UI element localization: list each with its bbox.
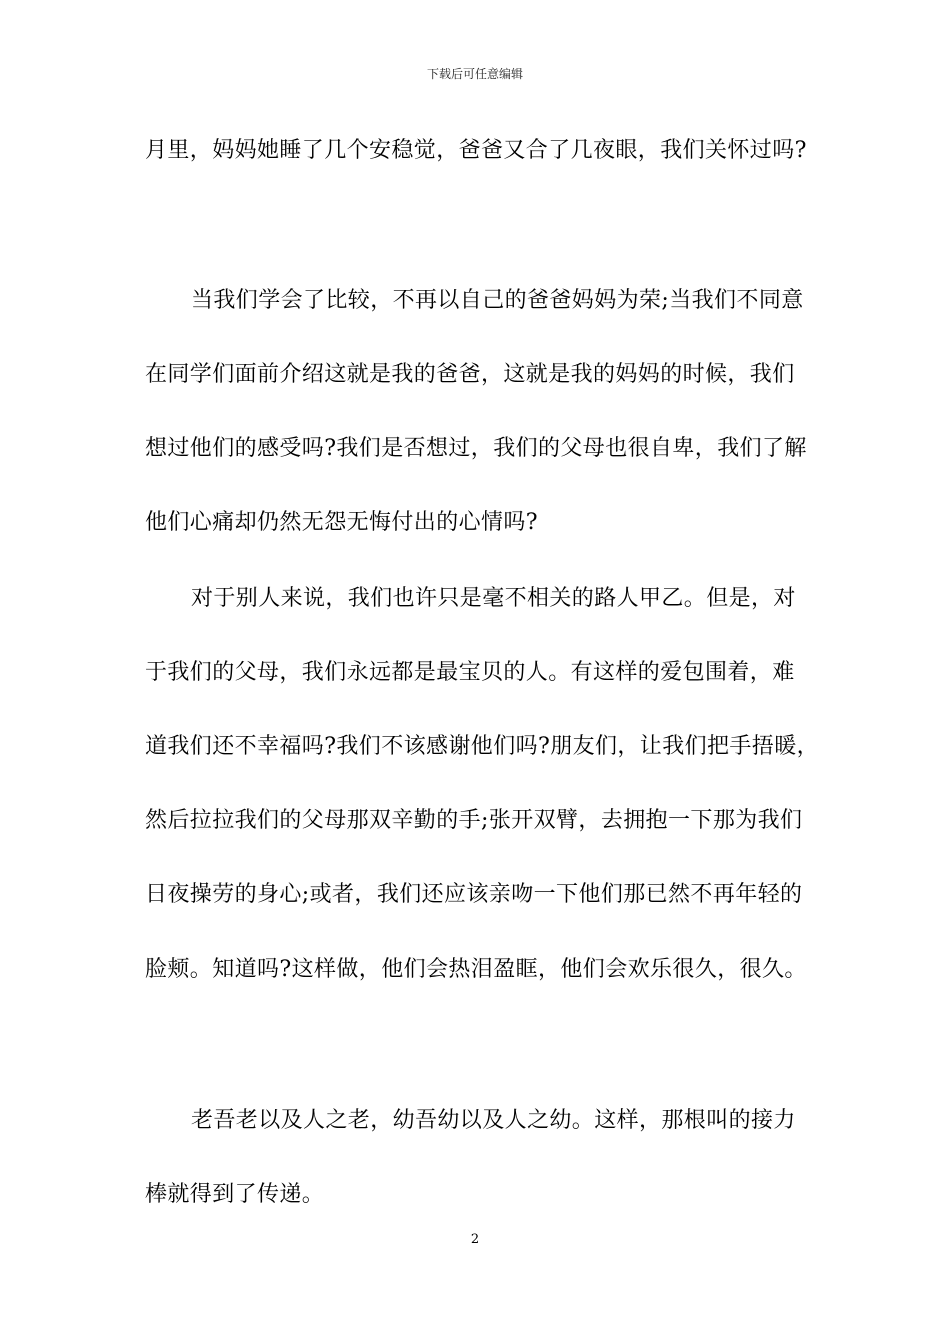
text-line: 脸颊。知道吗?这样做，他们会热泪盈眶，他们会欢乐很久，很久。 (145, 957, 807, 982)
text-line: 想过他们的感受吗?我们是否想过，我们的父母也很自卑，我们了解 (145, 436, 807, 461)
text-line: 棒就得到了传递。 (145, 1182, 325, 1207)
text-line: 在同学们面前介绍这就是我的爸爸，这就是我的妈妈的时候，我们 (145, 362, 795, 387)
text-line: 他们心痛却仍然无怨无悔付出的心情吗? (145, 510, 538, 535)
text-line: 当我们学会了比较，不再以自己的爸爸妈妈为荣;当我们不同意 (191, 288, 804, 313)
text-line: 道我们还不幸福吗?我们不该感谢他们吗?朋友们，让我们把手捂暖， (145, 734, 819, 759)
page-number: 2 (470, 1232, 480, 1247)
text-line: 老吾老以及人之老，幼吾幼以及人之幼。这样，那根叫的接力 (191, 1108, 796, 1133)
page-header: 下载后可任意编辑 (426, 67, 523, 81)
text-line: 日夜操劳的身心;或者，我们还应该亲吻一下他们那已然不再年轻的 (145, 882, 803, 907)
text-line: 于我们的父母，我们永远都是最宝贝的人。有这样的爱包围着，难 (145, 660, 795, 685)
text-line: 对于别人来说，我们也许只是毫不相关的路人甲乙。但是，对 (191, 586, 796, 611)
text-line: 月里，妈妈她睡了几个安稳觉，爸爸又合了几夜眼，我们关怀过吗? (145, 138, 807, 163)
text-line: 然后拉拉我们的父母那双辛勤的手;张开双臂，去拥抱一下那为我们 (145, 808, 803, 833)
